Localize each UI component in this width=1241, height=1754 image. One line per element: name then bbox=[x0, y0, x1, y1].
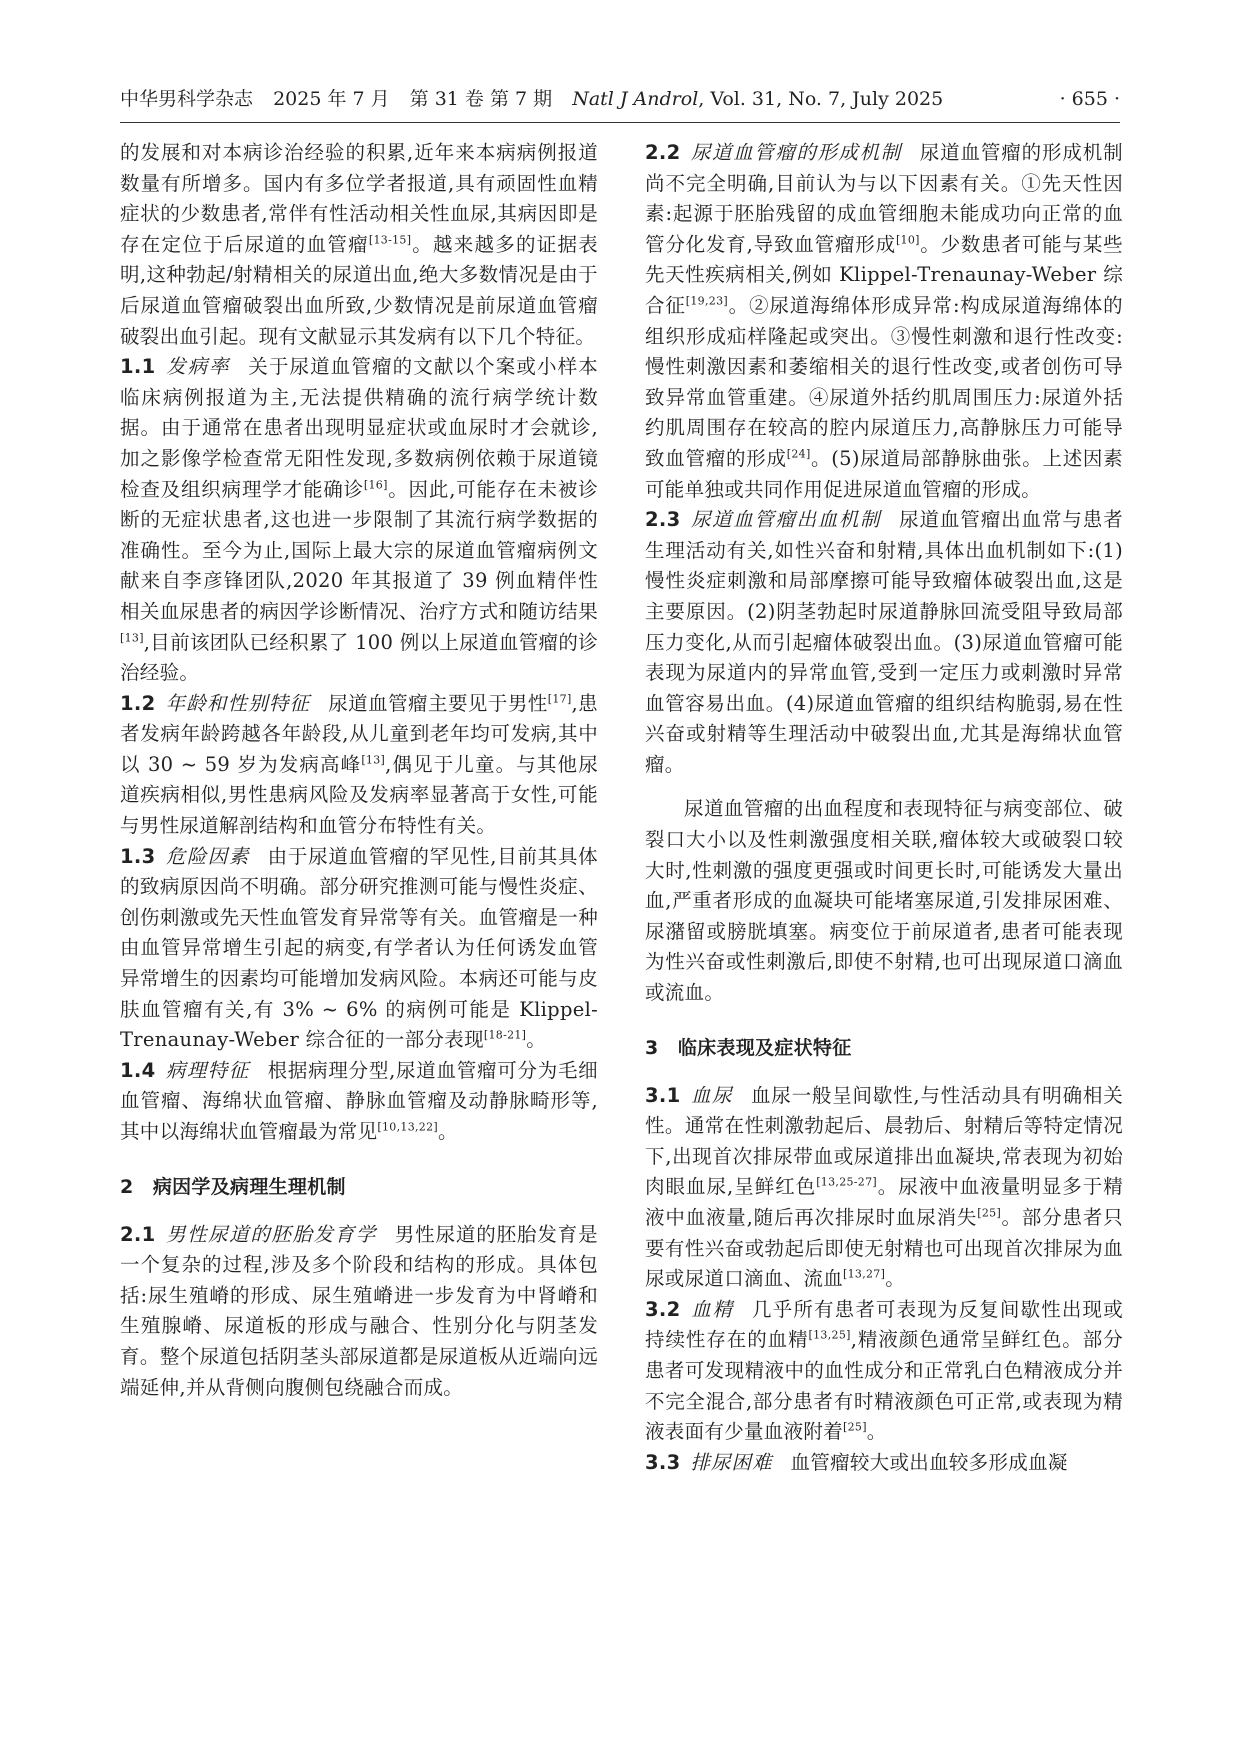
subsection-number: 1.1 bbox=[120, 355, 156, 379]
citation: [25] bbox=[977, 1206, 1002, 1220]
text: 关于尿道血管瘤的文献以个案或小样本临床病例报道为主,无法提供精确的流行病学统计数据。由于通常在患者出现明显症状或血尿时才会就诊,加之影像学检查常无阳性发现,多数病例依赖于尿道镜检查及组织病理学才能确诊 bbox=[120, 355, 598, 501]
citation: [13] bbox=[120, 631, 144, 644]
text: 男性尿道的胚胎发育是一个复杂的过程,涉及多个阶段和结构的形成。具体包括:尿生殖嵴的形成、尿生殖嵴进一步发育为中肾嵴和生殖腺嵴、尿道板的形成与融合、性别分化与阴茎发育。整个尿道包括阴茎头部尿道都是尿道板从近端向远端延伸,并从背侧向腹侧包绕融合而成。 bbox=[120, 1222, 598, 1399]
text: ,精液颜色通常呈鲜红色。部分患者可发现精液中的血性成分和正常乳白色精液成分并不完全混合,部分患者有时精液颜色可正常,或表现为精液表面有少量血液附着 bbox=[645, 1328, 1123, 1444]
section-1-1 bbox=[120, 352, 598, 689]
text: ,偶见于儿童。与其他尿道疾病相似,男性患病风险及发病率显著高于女性,可能与男性尿道解剖结构和血管分布特性有关。 bbox=[120, 752, 599, 838]
text: 几乎所有患者可表现为反复间歇性出现或持续性存在的血精 bbox=[645, 1297, 1123, 1352]
page-number: · 655 · bbox=[1059, 88, 1120, 110]
text: 尿道血管瘤出血常与患者生理活动有关,如性兴奋和射精,具体出血机制如下:(1)慢性炎症刺激和局部摩擦可能导致瘤体破裂出血,这是主要原因。(2)阴茎勃起时尿道静脉回流受阻导致局部压力变化,从而引起瘤体破裂出血。(3)尿道血管瘤可能表现为尿道内的异常血管,受到一定压力或刺激时异常血管容易出血。(4)尿道血管瘤的组织结构脆弱,易在性兴奋或射精等生理活动中破裂出血,尤其是海绵状血管瘤。 bbox=[645, 508, 1123, 776]
section-2-heading: 2 病因学及病理生理机制 bbox=[120, 1175, 346, 1198]
journal-name-en: Natl J Androl bbox=[572, 88, 699, 110]
text: 。 bbox=[526, 1028, 547, 1052]
subsection-title: 发病率 bbox=[165, 355, 231, 379]
text: 。少数患者可能与某些先天性疾病相关,例如 Klippel-Trenaunay-Weber 综合征 bbox=[645, 232, 1123, 317]
citation: [13,27] bbox=[843, 1267, 886, 1281]
journal-citation bbox=[120, 84, 957, 114]
subsection-number: 1.3 bbox=[120, 844, 156, 868]
subsection-number: 3.3 bbox=[645, 1450, 681, 1474]
citation: [19,23] bbox=[685, 294, 728, 308]
citation: [13-15] bbox=[368, 233, 412, 247]
text: 。因此,可能存在未被诊断的无症状患者,这也进一步限制了其流行病学数据的准确性。至今为止,国际上最大宗的尿道血管瘤病例文献来自李彦锋团队,2020 年其报道了 39 例血精伴性相关血尿患者的病因学诊断情况、治疗方式和随访结果 bbox=[120, 477, 598, 623]
left-column bbox=[120, 138, 598, 1403]
subsection-number: 2.3 bbox=[645, 508, 681, 532]
paragraph-intro-continued bbox=[120, 138, 598, 352]
section-1-2 bbox=[120, 689, 598, 842]
section-3-3 bbox=[645, 1448, 1123, 1479]
subsection-number: 3.2 bbox=[645, 1297, 681, 1321]
citation: [16] bbox=[363, 478, 388, 492]
section-1-4 bbox=[120, 1056, 598, 1148]
text: 血尿一般呈间歇性,与性活动具有明确相关性。通常在性刺激勃起后、晨勃后、射精后等特定情况下,出现首次排尿带血或尿道排出血凝块,常表现为初始肉眼血尿,呈鲜红色 bbox=[645, 1083, 1123, 1199]
text: 根据病理分型,尿道血管瘤可分为毛细血管瘤、海绵状血管瘤、静脉血管瘤及动静脉畸形等,其中以海绵状血管瘤最为常见 bbox=[120, 1058, 598, 1143]
text: 。(5)尿道局部静脉曲张。上述因素可能单独或共同作用促进尿道血管瘤的形成。 bbox=[645, 446, 1123, 501]
subsection-title: 年龄和性别特征 bbox=[165, 691, 311, 715]
citation: [13] bbox=[361, 753, 386, 767]
subsection-title: 血尿 bbox=[690, 1083, 733, 1107]
text: 。 bbox=[885, 1267, 906, 1291]
subsection-title: 尿道血管瘤的形成机制 bbox=[690, 141, 902, 164]
text: 血管瘤较大或出血较多形成血凝 bbox=[790, 1450, 1068, 1474]
citation: [18-21] bbox=[483, 1028, 527, 1042]
subsection-number: 2.1 bbox=[120, 1222, 156, 1246]
header-rule bbox=[120, 122, 1120, 123]
volume-cn: 第 31 卷 第 7 期 bbox=[409, 88, 553, 110]
subsection-title: 病理特征 bbox=[165, 1058, 250, 1082]
subsection-number: 1.2 bbox=[120, 691, 156, 715]
text: 的发展和对本病诊治经验的积累,近年来本病病例报道数量有所增多。国内有多位学者报道,具有顽固性血精症状的少数患者,常伴有性活动相关性血尿,其病因即是存在定位于后尿道的血管瘤 bbox=[120, 141, 598, 256]
subsection-title: 男性尿道的胚胎发育学 bbox=[165, 1222, 377, 1246]
citation: [10,13,22] bbox=[377, 1120, 438, 1134]
subsection-number: 1.4 bbox=[120, 1058, 156, 1082]
text: 。越来越多的证据表明,这种勃起/射精相关的尿道出血,绝大多数情况是由于后尿道血管瘤破裂出血所致,少数情况是前尿道血管瘤破裂出血引起。现有文献显示其发病有以下几个特征。 bbox=[120, 232, 598, 348]
section-2-3 bbox=[645, 505, 1123, 780]
text: 。 bbox=[866, 1420, 887, 1444]
section-3-1 bbox=[645, 1081, 1123, 1295]
text: 。②尿道海绵体形成异常:构成尿道海绵体的组织形成疝样隆起或突出。③慢性刺激和退行性改变:慢性刺激因素和萎缩相关的退行性改变,或者创伤可导致异常血管重建。④尿道外括约肌周围压力:尿道外括约肌周围存在较高的腔内尿道压力,高静脉压力可能导致血管瘤的形成 bbox=[645, 293, 1123, 470]
running-header bbox=[120, 84, 1120, 114]
subsection-title: 危险因素 bbox=[165, 844, 250, 868]
journal-name-cn: 中华男科学杂志 bbox=[120, 88, 254, 110]
subsection-title: 血精 bbox=[690, 1297, 735, 1321]
citation: [13,25-27] bbox=[816, 1175, 877, 1189]
citation: [24] bbox=[786, 447, 811, 461]
volume-en: , Vol. 31, No. 7, July 2025 bbox=[698, 88, 944, 110]
section-3-heading: 3 临床表现及症状特征 bbox=[645, 1036, 852, 1059]
text: 尿道血管瘤的形成机制尚不完全明确,目前认为与以下因素有关。①先天性因素:起源于胚胎残留的成血管细胞未能成功向正常的血管分化发育,导致血管瘤形成 bbox=[645, 141, 1123, 256]
subsection-number: 3.1 bbox=[645, 1083, 681, 1107]
section-3-2 bbox=[645, 1295, 1123, 1448]
text: 。 bbox=[437, 1120, 458, 1143]
text: ,目前该团队已经积累了 100 例以上尿道血管瘤的诊治经验。 bbox=[120, 630, 598, 685]
subsection-title: 尿道血管瘤出血机制 bbox=[690, 508, 882, 532]
section-1-3 bbox=[120, 842, 598, 1056]
citation: [25] bbox=[843, 1420, 867, 1434]
subsection-number: 2.2 bbox=[645, 141, 681, 164]
citation: [10] bbox=[895, 233, 920, 247]
text: 尿道血管瘤主要见于男性 bbox=[328, 691, 548, 715]
citation: [17] bbox=[547, 692, 572, 706]
text: 。尿液中血液量明显多于精液中血液量,随后再次排尿时血尿消失 bbox=[645, 1175, 1123, 1229]
paragraph-bleeding: 尿道血管瘤的出血程度和表现特征与病变部位、破裂口大小以及性刺激强度相关联,瘤体较大或破裂口较大时,性刺激的强度更强或时间更长时,可能诱发大量出血,严重者形成的血凝块可能堵塞尿道,引发排尿困难、尿潴留或膀胱填塞。病变位于前尿道者,患者可能表现为性兴奋或性刺激后,即使不射精,也可出现尿道口滴血或流血。 bbox=[645, 797, 1123, 1005]
right-column bbox=[645, 138, 1123, 1478]
citation: [13,25] bbox=[808, 1328, 851, 1342]
issue-date-cn: 2025 年 7 月 bbox=[273, 88, 390, 110]
subsection-title: 排尿困难 bbox=[690, 1450, 773, 1474]
text: 。部分患者只要有性兴奋或勃起后即使无射精也可出现首次排尿为血尿或尿道口滴血、流血 bbox=[645, 1206, 1123, 1291]
text: 由于尿道血管瘤的罕见性,目前其具体的致病原因尚不明确。部分研究推测可能与慢性炎症、创伤刺激或先天性血管发育异常等有关。血管瘤是一种由血管异常增生引起的病变,有学者认为任何诱发血管异常增生的因素均可能增加发病风险。本病还可能与皮肤血管瘤有关,有 3% ~ 6% 的病例可能是 Klippel-Trenaunay-Weber 综合征的一部分表现 bbox=[120, 844, 598, 1052]
section-2-2 bbox=[645, 138, 1123, 505]
text: ,患者发病年龄跨越各年龄段,从儿童到老年均可发病,其中以 30 ~ 59 岁为发病高峰 bbox=[120, 691, 598, 776]
section-2-1 bbox=[120, 1220, 598, 1404]
